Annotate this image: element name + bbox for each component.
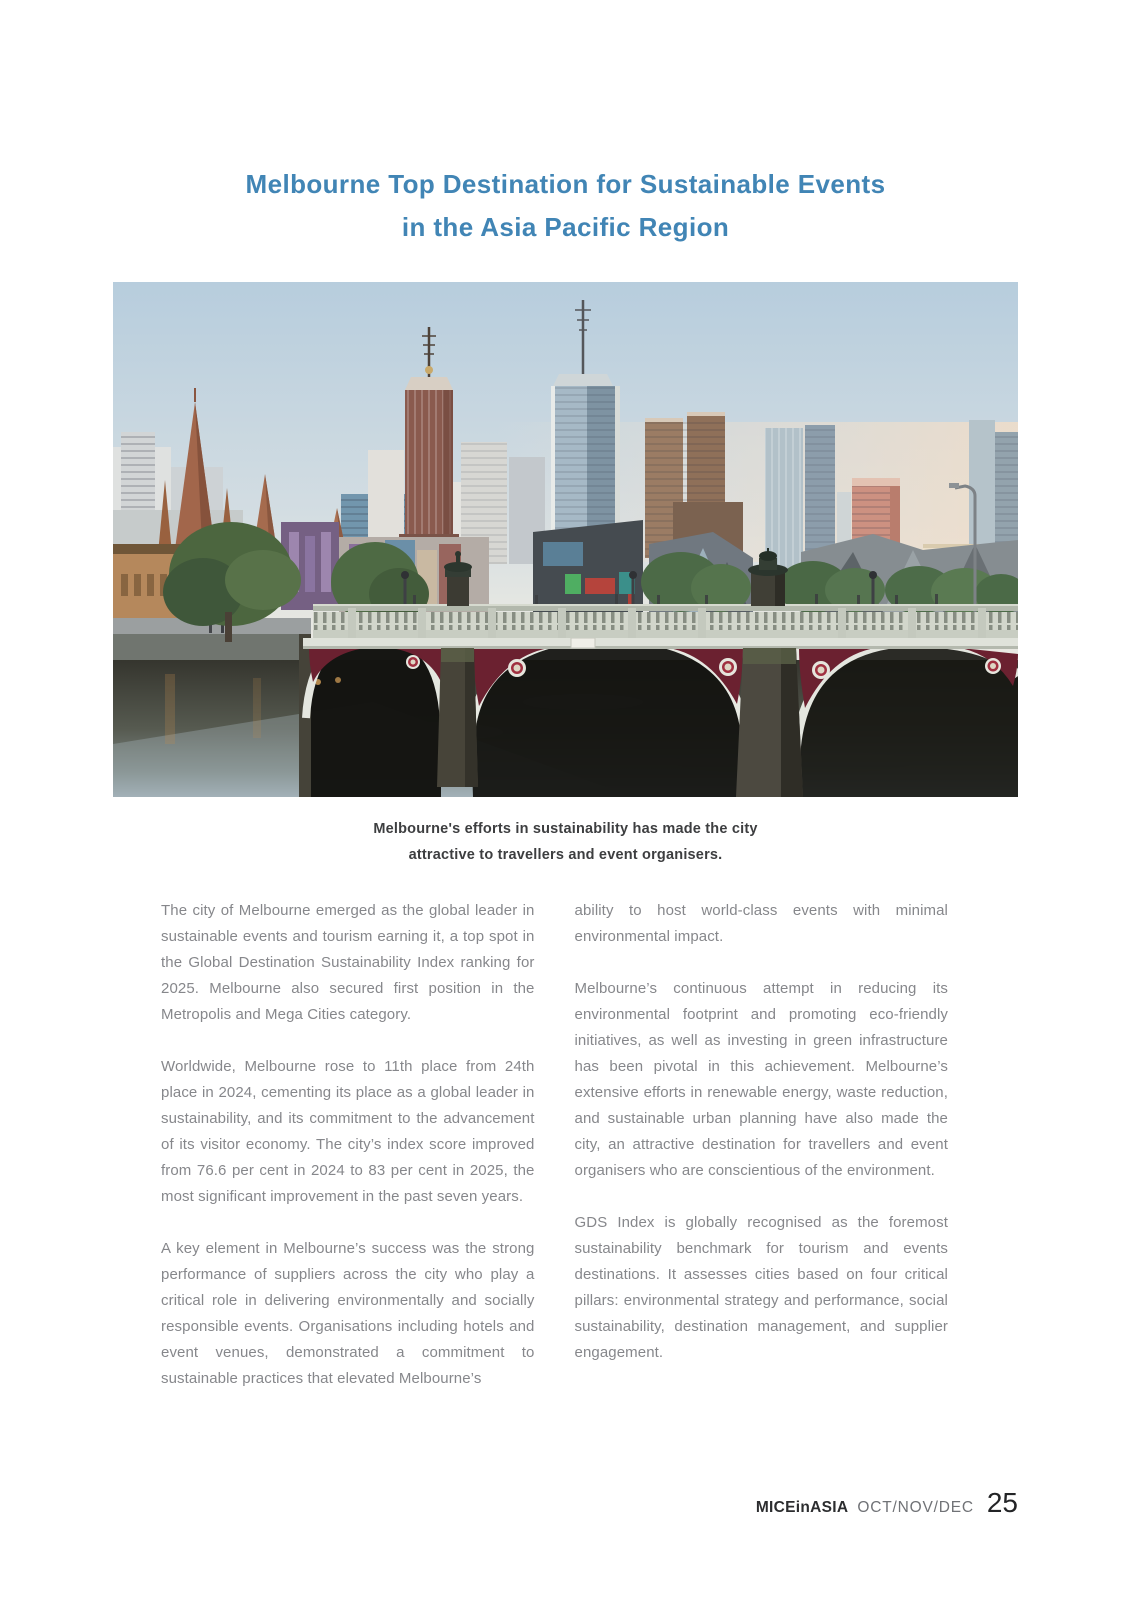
paragraph: ability to host world-class events with minimal environmental impact. [574,902,948,945]
caption-line-2: attractive to travellers and event organisers. [408,847,723,863]
page-title [0,163,1131,249]
paragraph: Melbourne’s continuous attempt in reducing its environmental footprint and promoting eco-friendly initiatives, as well as investing in green infrastructure has been pivotal in this achievement. Melbourne’s extensive efforts in renewable energy, waste reduction, and sustainable urban planning have also made the city, an attractive destination for travellers and event organisers who are conscientious of the environment. [574,980,948,1179]
issue-label: OCT/NOV/DEC [857,1499,974,1516]
magazine-brand: MICEinASIA [755,1499,849,1516]
paragraph: The city of Melbourne emerged as the global leader in sustainable events and tourism earning it, a top spot in the Global Destination Sustainability Index ranking for 2025. Melbourne also secured first position in the Metropolis and Mega Cities category. [161,902,535,1023]
right-column [575,898,949,1418]
hero-photo [113,282,1018,797]
paragraph: GDS Index is globally recognised as the foremost sustainability benchmark for tourism and events destinations. It assesses cities based on four critical pillars: environmental strategy and performance, social sustainability, destination management, and supplier engagement. [574,1214,948,1361]
title-line-2: in the Asia Pacific Region [401,212,730,243]
left-column [161,898,535,1418]
page-number: 25 [986,1487,1018,1518]
paragraph: Worldwide, Melbourne rose to 11th place from 24th place in 2024, cementing its place as a global leader in sustainability, and its commitment to the advancement of its visitor economy. The city’s index score improved from 76.6 per cent in 2024 to 83 per cent in 2025, the most significant improvement in the past seven years. [161,1058,535,1205]
melbourne-skyline-photo [113,282,1018,797]
title-line-1: Melbourne Top Destination for Sustainable Events [245,169,886,200]
paragraph: A key element in Melbourne’s success was the strong performance of suppliers across the city who play a critical role in delivering environmentally and socially responsible events. Organisations including hotels and event venues, demonstrated a commitment to sustainable practices that elevated Melbourne’s [161,1240,535,1387]
caption-line-1: Melbourne's efforts in sustainability has made the city [373,821,758,837]
photo-caption [226,816,906,868]
page-footer [756,1487,1018,1519]
article-body [161,898,948,1418]
